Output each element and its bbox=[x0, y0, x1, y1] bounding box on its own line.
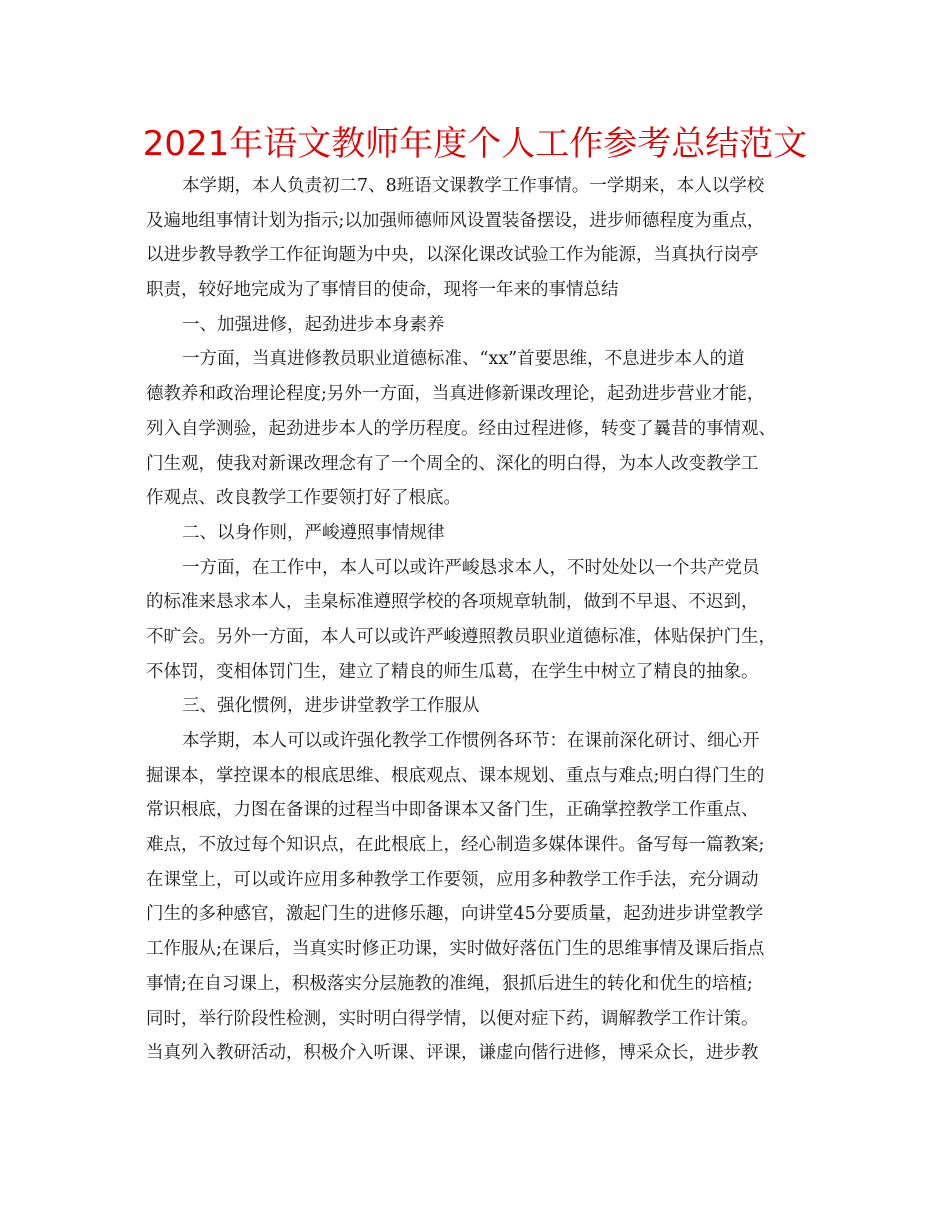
body-line: 常识根底，力图在备课的过程当中即备课本又备门生，正确掌控教学工作重点、 bbox=[146, 800, 759, 821]
body-line: 本学期，本人可以或许强化教学工作惯例各环节：在课前深化研讨、细心开 bbox=[182, 731, 760, 751]
body-line: 在课堂上，可以或许应用多种教学工作要领，应用多种教学工作手法，充分调动 bbox=[146, 869, 759, 890]
body-line: 二、以身作则，严峻遵照事情规律 bbox=[182, 522, 445, 543]
body-line: 本学期，本人负责初二7、8班语文课教学工作事情。一学期来，本人以学校 bbox=[182, 176, 765, 196]
body-line: 不体罚，变相体罚门生，建立了精良的师生瓜葛，在学生中树立了精良的抽象。 bbox=[146, 661, 759, 682]
body-line: 列入自学测验，起劲进步本人的学历程度。经由过程进修，转变了曩昔的事情观、 bbox=[146, 418, 776, 439]
body-line: 当真列入教研活动，积极介入听课、评课，谦虚向偕行进修，博采众长，进步教 bbox=[146, 1043, 759, 1064]
body-line: 以进步教导教学工作征询题为中央，以深化课改试验工作为能源，当真执行岗亭 bbox=[146, 245, 759, 266]
body-line: 三、强化惯例，进步讲堂教学工作服从 bbox=[182, 696, 480, 717]
body-line: 同时，举行阶段性检测，实时明白得学情，以便对症下药，调解教学工作计策。 bbox=[146, 1008, 759, 1029]
body-line: 一方面，在工作中，本人可以或许严峻恳求本人，不时处处以一个共产党员 bbox=[182, 557, 760, 578]
body-line: 难点，不放过每个知识点，在此根底上，经心制造多媒体课件。备写每一篇教案; bbox=[146, 835, 765, 856]
body-line: 工作服从;在课后，当真实时修正功课，实时做好落伍门生的思维事情及课后指点 bbox=[146, 939, 765, 960]
body-line: 职责，较好地完成为了事情目的使命，现将一年来的事情总结 bbox=[146, 280, 619, 301]
body-line: 作观点、改良教学工作要领打好了根底。 bbox=[146, 488, 461, 509]
body-line: 的标准来恳求本人，圭臬标准遵照学校的各项规章轨制，做到不早退、不迟到， bbox=[146, 592, 759, 613]
body-line: 门生观，使我对新课改理念有了一个周全的、深化的明白得，为本人改变教学工 bbox=[146, 453, 759, 474]
body-line: 事情;在自习课上，积极落实分层施教的准绳，狠抓后进生的转化和优生的培植; bbox=[146, 973, 753, 994]
body-line: 门生的多种感官，激起门生的进修乐趣，向讲堂45分要质量，起劲进步讲堂教学 bbox=[146, 904, 764, 925]
body-line: 一方面，当真进修教员职业道德标准、“xx”首要思维，不息进步本人的道 bbox=[182, 349, 745, 370]
document-title: 2021年语文教师年度个人工作参考总结范文 bbox=[142, 124, 808, 164]
body-line: 不旷会。另外一方面，本人可以或许严峻遵照教员职业道德标准，体贴保护门生， bbox=[146, 626, 776, 647]
document-body bbox=[146, 169, 806, 1071]
body-line: 及遍地组事情计划为指示;以加强师德师风设置装备摆设，进步师德程度为重点， bbox=[146, 210, 765, 231]
body-line: 德教养和政治理论程度;另外一方面，当真进修新课改理论，起劲进步营业才能， bbox=[146, 384, 765, 405]
body-line: 掘课本，掌控课本的根底思维、根底观点、课本规划、重点与难点;明白得门生的 bbox=[146, 765, 765, 786]
body-line: 一、加强进修，起劲进步本身素养 bbox=[182, 314, 445, 335]
